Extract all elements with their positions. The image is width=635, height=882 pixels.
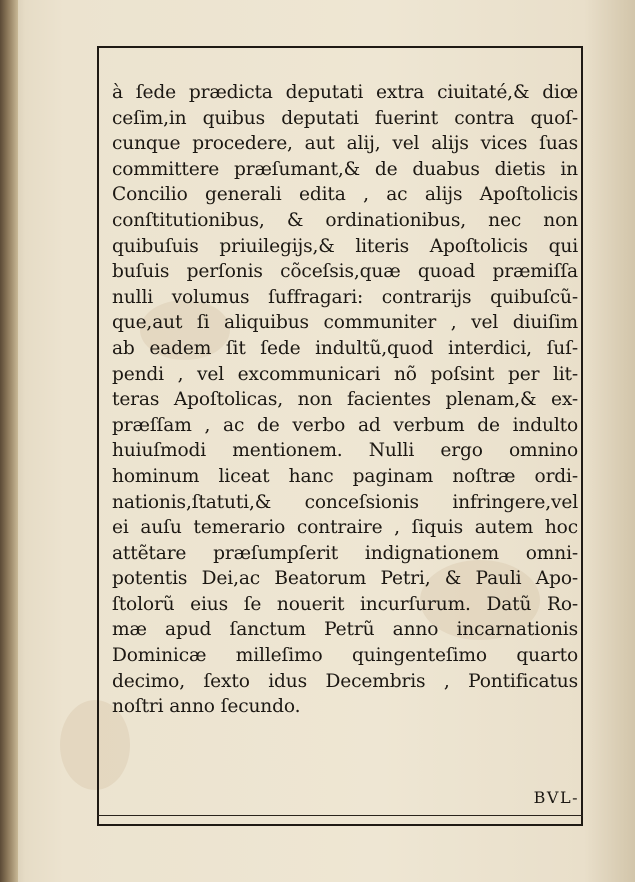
text-line: præſſam , ac de verbo ad verbum de indulto [112,414,578,436]
text-line: pendi , vel excommunicari nõ poſsint per lit- [112,363,578,385]
frame-rule-bottom-inner [97,815,583,816]
binding-gutter [0,0,18,882]
text-line: decimo, ſexto idus Decembris , Pontificatus [112,670,578,692]
text-line: hominum liceat hanc paginam noſtræ ordi- [112,465,578,487]
text-line: quibuſuis priuilegijs,& literis Apoſtolicis qui [112,235,578,257]
text-line: potentis Dei,ac Beatorum Petri, & Pauli Apo- [112,568,578,590]
text-line: ab eadem ſit ſede indultũ,quod interdici, ſuſ- [112,337,578,359]
text-line: mæ apud ſanctum Petrũ anno incarnationis [112,619,578,641]
text-line: committere præſumant,& de duabus dietis in [112,158,578,180]
frame-rule-right [581,46,583,824]
text-line: nulli volumus ſuffragari: contrarijs quibuſcũ- [112,286,578,308]
text-line: que,aut ſi aliquibus communiter , vel diuiſim [112,312,578,334]
text-line: ceſim,in quibus deputati fuerint contra quoſ- [112,107,578,129]
text-line: huiuſmodi mentionem. Nulli ergo omnino [112,440,578,462]
body-text [112,80,578,720]
text-line: Dominicæ milleſimo quingenteſimo quarto [112,645,578,667]
text-line: buſuis perſonis cõceſsis,quæ quoad præmiſſa [112,261,578,283]
text-line: attẽtare præſumpſerit indignationem omni- [112,542,578,564]
text-line: noſtri anno ſecundo. [112,696,301,718]
text-line: Concilio generali edita , ac alijs Apoſtolicis [112,184,578,206]
text-line: cunque procedere, aut alij, vel alijs vices ſuas [112,133,578,155]
text-line: conſtitutionibus, & ordinationibus, nec non [112,209,578,231]
text-line: ei auſu temerario contraire , ſiquis autem hoc [112,517,578,539]
frame-rule-left [97,46,99,824]
catchword: BVL- [533,788,579,807]
text-line: à ſede prædicta deputati extra ciuitaté,& diœ [112,82,578,103]
text-line: teras Apoſtolicas, non facientes plenam,& ex- [112,389,578,411]
text-line: ſtolorũ eius ſe nouerit incurſurum. Datũ Ro- [112,593,578,615]
text-line: nationis,ſtatuti,& conceſsionis infringere,vel [112,491,578,513]
